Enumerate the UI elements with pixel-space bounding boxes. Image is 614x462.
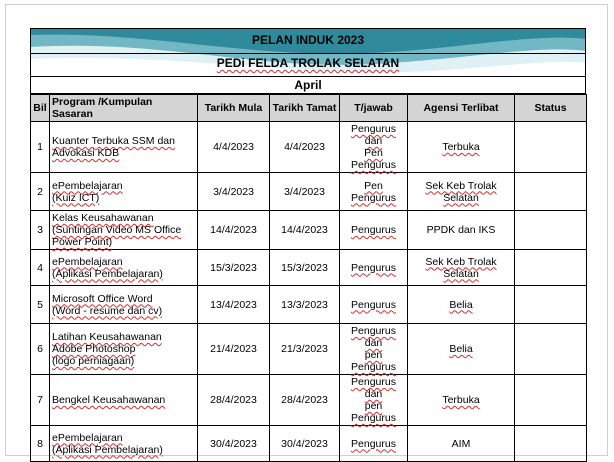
- cell-tjawab: [340, 250, 408, 286]
- cell-tjawab: [340, 286, 408, 324]
- cell-line: ePembelajaran: [52, 179, 123, 192]
- cell-status: [515, 211, 587, 250]
- cell-tjawab: [340, 375, 408, 426]
- col-header-bil: Bil: [31, 95, 50, 122]
- cell-tjawab: [340, 173, 408, 211]
- cell-tarikh-tamat: 14/4/2023: [270, 211, 340, 250]
- cell-line: ePembelajaran: [52, 255, 123, 268]
- cell-tjawab: [340, 211, 408, 250]
- table-header-row: [31, 95, 587, 122]
- cell-line: (Word - resume dan cv): [52, 304, 163, 317]
- table-row: [31, 324, 587, 375]
- table-row: [31, 426, 587, 462]
- cell-tarikh-mula: 15/3/2023: [198, 250, 270, 286]
- cell-status: [515, 375, 587, 426]
- col-header-tarikh-mula: Tarikh Mula: [198, 95, 270, 122]
- cell-tjawab: [340, 324, 408, 375]
- cell-bil: 8: [31, 426, 50, 462]
- cell-agensi: [408, 375, 515, 426]
- cell-line: Advokasi KDB: [52, 147, 120, 159]
- cell-line: (logo perniagaan): [52, 355, 135, 367]
- table-row: [31, 211, 587, 250]
- cell-tarikh-tamat: 4/4/2023: [270, 122, 340, 173]
- cell-line: Latihan Keusahawanan: [52, 331, 162, 343]
- cell-line: Belia: [449, 343, 473, 355]
- cell-line: Pen Pengurus: [351, 147, 396, 171]
- cell-status: [515, 426, 587, 462]
- cell-tjawab: [340, 122, 408, 173]
- cell-agensi: [408, 426, 515, 462]
- cell-bil: 3: [31, 211, 50, 250]
- cell-tarikh-mula: 21/4/2023: [198, 324, 270, 375]
- cell-tarikh-tamat: 13/3/2023: [270, 286, 340, 324]
- cell-tarikh-mula: 4/4/2023: [198, 122, 270, 173]
- cell-bil: 7: [31, 375, 50, 426]
- cell-tarikh-mula: 14/4/2023: [198, 211, 270, 250]
- cell-tarikh-tamat: 15/3/2023: [270, 250, 340, 286]
- cell-agensi: [408, 173, 515, 211]
- table-row: [31, 375, 587, 426]
- cell-line: PPDK dan IKS: [426, 224, 496, 236]
- cell-tarikh-mula: 30/4/2023: [198, 426, 270, 462]
- cell-line: Terbuka: [442, 141, 480, 153]
- cell-status: [515, 286, 587, 324]
- table-row: [31, 122, 587, 173]
- cell-line: Adobe Photoshop: [52, 343, 136, 355]
- cell-line: Pengurus dan: [351, 123, 396, 147]
- cell-line: Sek Keb Trolak: [425, 255, 497, 268]
- cell-agensi: [408, 122, 515, 173]
- cell-program: [50, 426, 198, 462]
- cell-tarikh-mula: 28/4/2023: [198, 375, 270, 426]
- cell-program: [50, 122, 198, 173]
- plan-table: [30, 94, 587, 462]
- cell-program: [50, 286, 198, 324]
- cell-bil: 5: [31, 286, 50, 324]
- cell-program: [50, 375, 198, 426]
- cell-line: Kuanter Terbuka SSM dan: [52, 135, 175, 147]
- cell-line: AIM: [451, 437, 471, 450]
- cell-line: Sek Keb Trolak: [425, 179, 497, 192]
- header-banner: [30, 28, 586, 77]
- cell-line: Power Point): [52, 236, 113, 248]
- cell-bil: 6: [31, 324, 50, 375]
- cell-line: (Aplikasi Pembelajaran): [52, 443, 163, 456]
- cell-bil: 4: [31, 250, 50, 286]
- cell-tarikh-tamat: 30/4/2023: [270, 426, 340, 462]
- cell-agensi: [408, 286, 515, 324]
- cell-program: [50, 324, 198, 375]
- cell-program: [50, 173, 198, 211]
- col-header-program: Program /Kumpulan Sasaran: [50, 95, 198, 122]
- table-row: [31, 286, 587, 324]
- col-header-tjawab: T/jawab: [340, 95, 408, 122]
- cell-status: [515, 250, 587, 286]
- cell-line: Microsoft Office Word: [52, 292, 153, 305]
- cell-tjawab: [340, 426, 408, 462]
- col-header-agensi: Agensi Terlibat: [408, 95, 515, 122]
- cell-line: pen Pengurus: [351, 400, 396, 424]
- cell-line: Pengurus: [351, 224, 396, 236]
- cell-line: Pengurus: [351, 261, 396, 274]
- cell-agensi: [408, 250, 515, 286]
- table-row: [31, 250, 587, 286]
- col-header-tarikh-tamat: Tarikh Tamat: [270, 95, 340, 122]
- page-title: PELAN INDUK 2023: [251, 33, 365, 47]
- cell-program: [50, 250, 198, 286]
- cell-line: (Kuiz ICT): [52, 191, 100, 204]
- plan-document: [30, 28, 586, 462]
- cell-bil: 1: [31, 122, 50, 173]
- cell-line: Selatan: [443, 267, 479, 280]
- cell-tarikh-mula: 13/4/2023: [198, 286, 270, 324]
- cell-line: ePembelajaran: [52, 431, 123, 444]
- cell-line: Belia: [449, 298, 473, 311]
- cell-bil: 2: [31, 173, 50, 211]
- cell-line: Kelas Keusahawanan: [52, 212, 154, 224]
- cell-line: Pengurus: [351, 298, 396, 311]
- col-header-status: Status: [515, 95, 587, 122]
- cell-line: (Suntingan Video MS Office: [52, 224, 182, 236]
- cell-line: Terbuka: [442, 394, 480, 406]
- cell-agensi: [408, 324, 515, 375]
- table-row: [31, 173, 587, 211]
- organization-title: PEDi FELDA TROLAK SELATAN: [31, 53, 585, 77]
- cell-tarikh-mula: 3/4/2023: [198, 173, 270, 211]
- cell-program: [50, 211, 198, 250]
- cell-line: Pengurus: [351, 437, 396, 450]
- cell-line: Pengurus dan: [351, 376, 396, 400]
- cell-line: (Aplikasi Pembelajaran): [52, 267, 163, 280]
- cell-tarikh-tamat: 3/4/2023: [270, 173, 340, 211]
- cell-line: Selatan: [443, 191, 479, 204]
- cell-agensi: [408, 211, 515, 250]
- cell-status: [515, 324, 587, 375]
- cell-line: pen Pengurus: [351, 349, 396, 373]
- cell-line: Pengurus dan: [351, 325, 396, 349]
- month-label: April: [30, 77, 586, 94]
- cell-line: Bengkel Keusahawanan: [52, 394, 166, 406]
- cell-status: [515, 122, 587, 173]
- cell-tarikh-tamat: 21/3/2023: [270, 324, 340, 375]
- cell-status: [515, 173, 587, 211]
- cell-tarikh-tamat: 28/4/2023: [270, 375, 340, 426]
- cell-line: Pen Pengurus: [351, 179, 396, 204]
